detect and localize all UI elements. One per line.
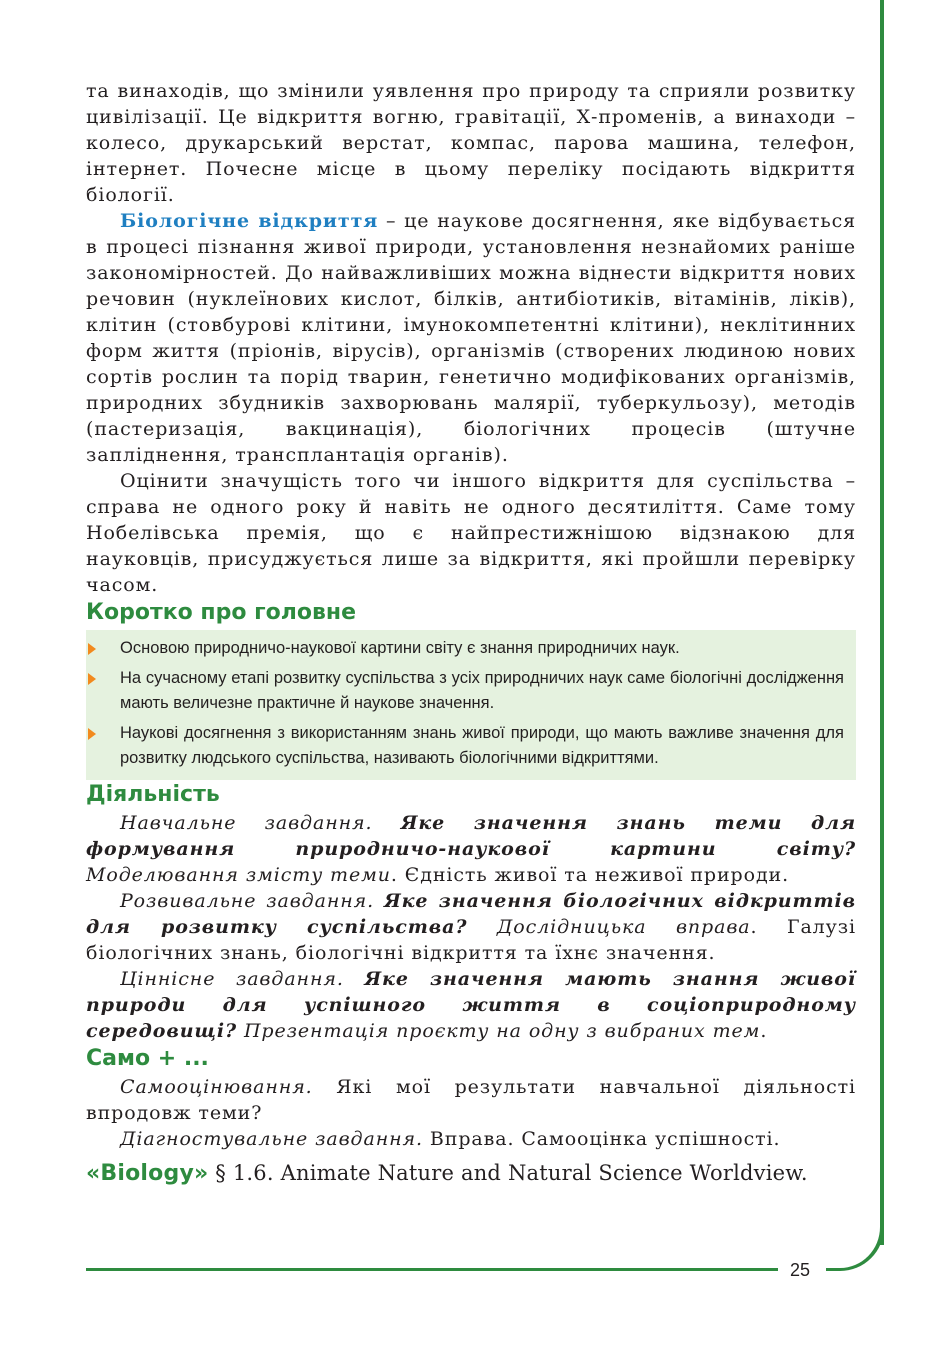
activity-heading: Діяльність — [86, 782, 220, 807]
paragraph-discoveries-intro: та винаходів, що змінили уявлення про природу та сприяли розвитку цивілізації. Це відкриття вогню, гравітації, Х-променів, а винаходи – колесо, друкарський верстат, компас, парова машина, телефон, інтернет. Почесне місце в цьому переліку посідають відкриття біології. — [86, 80, 856, 206]
summary-item-text: На сучасному етапі розвитку суспільства з усіх природничих наук саме біологічні дослідження мають величезне практичне й наукове значення. — [120, 669, 844, 712]
summary-item — [86, 636, 844, 661]
self-heading: Само + ... — [86, 1046, 209, 1071]
activity-task-learning — [86, 810, 856, 888]
biology-reference — [86, 1158, 856, 1189]
task-sublabel: Презентація проєкту на одну з вибраних тем — [237, 1020, 761, 1042]
task-question: Яке значення мають знання живої природи для успішного життя в соціоприродному середовищі? — [86, 968, 856, 1042]
self-text: Вправа. Самооцінка успішності. — [422, 1128, 781, 1150]
summary-item-text: Наукові досягнення з використанням знань живої природи, що мають важливе значення для розвитку людського суспільства, називають біологічними відкриттями. — [120, 724, 844, 767]
task-question: Яке значення біологічних відкриттів для розвитку суспільства? — [86, 890, 856, 938]
bottom-rule — [86, 1268, 778, 1271]
self-text: Які мої результати навчальної діяльності впродовж теми? — [86, 1076, 856, 1124]
page-frame-right — [880, 0, 884, 1245]
activity-task-value — [86, 966, 856, 1044]
summary-item-text: Основою природничо-наукової картини світу є знання природничих наук. — [120, 639, 680, 657]
bullet-arrow-icon — [88, 673, 96, 685]
self-label: Самооцінювання. — [120, 1076, 313, 1098]
term-biological-discovery: Біологічне відкриття — [120, 210, 379, 232]
paragraph-definition-text: – це наукове досягнення, яке відбувається в процесі пізнання живої природи, установлення незнайомих раніше закономірностей. До найважливіших можна віднести відкриття нових речовин (нуклеїнових кислот, білків, антибіотиків, вітамінів, ліків), клітин (стовбурові клітини, імунокомпетентні клітини), неклітинних форм життя (пріонів, вірусів), організмів (створених людиною нових сортів рослин та порід тварин, генетично модифікованих організмів, природних збудників захворювань малярії, туберкульозу), методів (пастеризація, вакцинація), біологічних процесів (штучне запліднення, трансплантація органів). — [86, 210, 856, 466]
activity-task-developmental — [86, 888, 856, 966]
biology-reference-text: § 1.6. Animate Nature and Natural Science Worldview. — [208, 1161, 808, 1185]
task-sublabel: Дослідницька вправа — [467, 916, 751, 938]
page-frame-corner — [826, 1223, 884, 1271]
paragraph-nobel-prize: Оцінити значущість того чи іншого відкриття для суспільства – справа не одного року й навіть не одного десятиліття. Саме тому Нобелівська премія, що є найпрестижнішою відзнакою для науковців, присуджується лише за відкриття, які пройшли перевірку часом. — [86, 470, 856, 596]
self-assessment — [86, 1074, 856, 1126]
bullet-arrow-icon — [88, 728, 96, 740]
page-content — [86, 78, 856, 1189]
biology-tag: «Biology» — [86, 1161, 209, 1186]
summary-item — [86, 721, 844, 771]
self-label: Діагностувальне завдання. — [120, 1128, 423, 1150]
summary-item — [86, 666, 844, 716]
diagnostic-task — [86, 1126, 856, 1152]
task-text: . — [760, 1020, 768, 1042]
task-text: . Галузі біологічних знань, біологічні відкриття та їхнє значення. — [86, 916, 856, 964]
task-label: Навчальне завдання. — [120, 812, 401, 834]
task-label: Ціннісне завдання. — [120, 968, 365, 990]
task-question: Яке значення знань теми для формування природничо-наукової картини світу? — [86, 812, 857, 860]
task-sublabel: Моделювання змісту теми — [86, 864, 391, 886]
page-number: 25 — [790, 1260, 811, 1280]
task-label: Розвивальне завдання. — [120, 890, 384, 912]
bullet-arrow-icon — [88, 643, 96, 655]
summary-box — [86, 630, 856, 780]
task-text: . Єдність живої та неживої природи. — [390, 864, 790, 886]
paragraph-biological-discovery — [86, 208, 856, 468]
summary-heading: Коротко про головне — [86, 600, 357, 625]
